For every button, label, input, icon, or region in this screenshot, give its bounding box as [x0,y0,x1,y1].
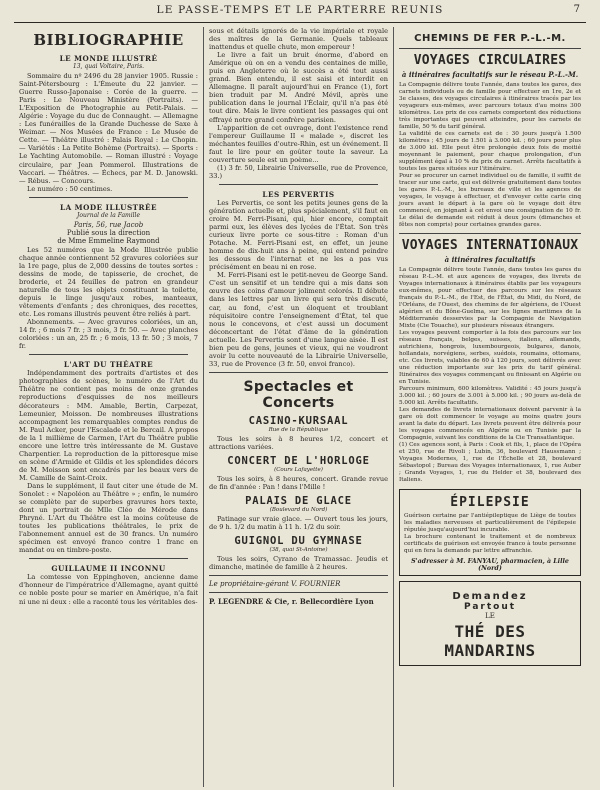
horloge-address: (Cours Lafayette) [274,466,323,473]
bibliographie-title: BIBLIOGRAPHIE [33,31,184,49]
divider [399,233,581,234]
guillaume-continued: sous et détails ignorés de la vie impériale et royale des maîtres de la Germanie. Quels tableaux inattendus et quelle chute, mon empereur ! [209,27,388,52]
pervertis-text-2: M. Ferri-Pisani est le petit-neveu de George Sand. C'est un sensitif et un tendre qui a mis dans son œuvre des coins d'amour joliment colorés. Il débute dans les lettres par un livre qui sera très discuté, car, au fond, c'est un éloquent et troublant réquisitoire contre l'enseignement d'État, tel que nous le concevons, et c'est aussi un document déconcertant de l'état d'âme de la génération actuelle. Les Pervertis sont d'une langue aisée. Il est bien peu de gens, jeunes et vieux, qui ne voudront avoir lu cette nouveauté de la Librairie Universelle, 33, rue de Provence (3 fr. 50, envoi franco). [209,271,388,368]
glace-address: (Boulevard du Nord) [269,507,328,514]
art-du-theatre-heading: L'ART DU THÉATRE [63,360,154,370]
epilepsie-contact: S'adresser à M. FANYAU, pharmacien, à Lille (Nord) [411,558,569,572]
glace-heading: PALAIS DE GLACE [245,495,352,508]
mode-illustree-direction: Publié sous la direction [66,228,151,237]
voyages-internationaux-text-4: Les demandes de livrets internationaux doivent parvenir à la gare où doit commencer le voyage au moins quatre jours avant la date du départ. Les livrets peuvent être délivrés pour les voyages commencés en Algérie ou en Tunisie par la Compagnie, suivant les conditions de la Cie Transatlantique. [399,407,581,441]
column-right [394,27,586,787]
kursaal-address: Rue de la République [268,426,329,433]
epilepsie-text: Guérison certaine par l'antiépileptique de Liège de toutes les maladies nerveuses et particulièrement de l'épilepsie réputée jusqu'aujourd'hui incurable. [404,513,576,533]
demandez-text: Demandez [452,591,528,602]
monde-illustre-address: 13, quai Voltaire, Paris. [72,63,145,70]
divider [209,575,388,576]
header-rule [14,22,586,23]
mode-illustree-subscriptions: Abonnements. — Avec gravures coloriées, un an, 14 fr. ; 6 mois 7 fr. ; 3 mois, 3 fr. 50. — Avec planches coloriées : un an, 25 fr. ; 6 mois, 13 fr. 50 ; 3 mois, 7 fr. [19,318,198,351]
page-number: 7 [573,4,580,15]
the-mandarins-title: THÉ DES MANDARINS [444,622,536,660]
epilepsie-text-2: La brochure contenant le traitement et de nombreux certificats de guérison est envoyée franco à toute personne qui en fera la demande par lettre affranchie. [404,534,576,554]
guignol-address: (38, quai St-Antoine) [269,547,328,554]
spectacles-title: Spectacles et Concerts [243,378,354,411]
mode-illustree-subtitle: Journal de la Famille [76,211,141,219]
divider [399,48,581,49]
voyages-internationaux-subtitle: à itinéraires facultatifs [444,255,536,264]
horloge-heading: CONCERT DE L'HORLOGE [227,454,370,467]
pervertis-text: Les Pervertis, ce sont les petits jeunes gens de la génération actuelle et, plus spécialement, s'il faut en croire M. Ferri-Pisani, qui, hier encore, comptait parmi eux, les élèves des lycées de l'État. Son très curieux livre porte ce sous-titre : Roman d'un Potache. M. Ferri-Pisani est, en effet, un jeune homme de dix-huit ans à peine, qui entend peindre les dessous de l'internat et ne les a pas vus précisément en beau ni en rose. [209,198,388,272]
columns [14,27,586,787]
guillaume-text: La comtesse von Eppinghoven, ancienne dame d'honneur de l'impératrice d'Allemagne, ayant quitté ce noble poste pour se marier en Amérique, n'a fait ni une ni deux : elle a raconté tous les véritables des- [19,573,198,606]
voyages-circulaires-text-2: La validité de ces carnets est de : 30 jours jusqu'à 1.500 kilomètres ; 45 jours de 1.501 à 3.000 kil. ; 60 jours pour plus de 3.000 kil. Elle peut être prolongée deux fois de moitié moyennant le paiement, pour chaque prolongation, d'un supplément égal à 10 % du prix du carnet. Arrêts facultatifs à toutes les gares situées sur l'itinéraire. [399,131,581,172]
kursaal-heading: CASINO-KURSAAL [248,414,349,427]
epilepsie-ad [399,489,581,576]
voyages-circulaires-title: VOYAGES CIRCULAIRES [413,53,567,68]
the-mandarins-ad [399,581,581,666]
art-du-theatre-text: Indépendamment des portraits d'artistes et des photographies de scènes, le numéro de l'Art du Théâtre ne contient pas moins de onze grandes reproductions d'esquisses de nos meilleurs décorateurs : MM. Amable, Bertin, Carpezat, Lemeunier, Moisson. De nombreuses illustrations accompagnent les remarquables comptes rendus de M. Paul Acker, pour l'Escalade et le Bercail. A propos de la 1 millième de Carmen, l'Art du Théâtre publie encore une lettre très intéressante de M. Gustave Charpentier. La reproduction de la pittoresque mise en scène d'Armide et Gildis et les splendides décors de M. Moisson sont encadrés par les beaux vers de M. Camille de Saint-Croix. [19,369,198,482]
guignol-heading: GUIGNOL DU GYMNASE [234,535,363,548]
voyages-circulaires-subtitle: à itinéraires facultatifs sur le réseau P.-L.-M. [401,70,579,79]
monde-illustre-price: Le numéro : 50 centimes. [27,184,113,193]
voyages-internationaux-text-2: Les voyages peuvent comporter à la fois des parcours sur les réseaux français, belges, suisses, italiens, allemands, autrichiens, hongrois, luxembourgeois, bulgares, danois, hollandais, norvégiens, serbes, suédois, roumains, ottomans, etc. Ces livrets, valables de 60 à 120 jours, sont délivrés avec une réduction importante sur les prix du tarif général. Itinéraires des voyages commençant ou finissant en Algérie ou en Tunisie. [399,330,581,385]
printer-line: P. LEGENDRE & Cie, r. Bellecordière Lyon [209,597,374,607]
divider [29,558,188,559]
mode-illustree-director: de Mme Emmeline Raymond [57,237,160,246]
voyages-internationaux-note: (1) Ces agences sont, à Paris : Cook et fils, 1, place de l'Opéra et 250, rue de Rivoli ; Lubin, 36, boulevard Haussmann ; Voyages Modernes, 1, rue de l'Échelle et 28, boulevard Sébastopol ; Bureau des Voyages internationaux, 1, rue Auber ; Grands Voyages, 1, rue du Helder et 38, boulevard des Italiens. [399,442,581,483]
running-head [14,4,586,20]
divider [209,592,388,593]
monde-illustre-text: Sommaire du nº 2496 du 28 janvier 1905. Russie : Saint-Pétersbourg : L'Émeute du 22 janvier. — Guerre Russo-Japonaise : Corée de la guerre. — Paris : Le Nouveau Ministère (Portraits). — L'Exposition de Photographie au Petit-Palais. — Algérie : Voyage du duc de Connaught. — Allemagne : Les funérailles de la Grande Duchesse de Saxe à Weimar. — Nos Musées de France : Le Musée de Cette. — Théâtre illustré : Palais Royal : Le Chopin. — Variétés : La Petite Bohème (Portraits). — Sports : Le Yachting Automobile. — Roman illustré : Voyage circulaire, par Jean Pommerol. Illustrations de Vaccari. — Théâtres. — Échecs, par M. D. Janowski. — Rébus. — Concours. [19,72,198,185]
guillaume-continued-2: Le livre a fait un bruit énorme, d'abord en Amérique où on en a vendu des centaines de mille, puis en Angleterre où le succès a été tout aussi grand. Bien entendu, il est saisi et interdit en Allemagne. Il paraît aujourd'hui en France (1), fort bien traduit par M. André Mévil, après une publication dans le journal l'Éclair, qu'il n'a pas été tout dire. Mais le livre contient les passages qui ont effrayé notre grand confrère parisien. [209,51,388,124]
guillaume-continued-3: L'apparition de cet ouvrage, dont l'existence rend l'empereur Guillaume II « malade », discret les méchantes feuilles d'outre-Rhin, est un événement. Il faut le lire pour en goûter toute la saveur. La couverture seule est un poème... [209,123,388,164]
kursaal-text: Tous les soirs à 8 heures 1/2, concert et attractions variées. [209,434,388,451]
voyages-circulaires-text: La Compagnie délivre toute l'année, dans toutes les gares, des carnets individuels ou de famille pour effectuer en 1re, 2e et 3e classes, des voyages circulaires à itinéraires tracés par les voyageurs eux-mêmes, avec parcours totaux d'au moins 300 kilomètres. Les prix de ces carnets comportent des réductions très importantes qui peuvent atteindre, pour les carnets de famille, 50 % du tarif général. [399,82,581,130]
pervertis-heading: LES PERVERTIS [262,189,335,199]
column-left [14,27,204,787]
voyages-circulaires-text-3: Pour se procurer un carnet individuel ou de famille, il suffit de tracer sur une carte, qui est délivrée gratuitement dans toutes les gares P.-L.-M., les bureaux de ville et les agences de voyages, le voyage à effectuer, et d'envoyer cette carte cinq jours avant le départ à la gare où le voyage doit être commencé, en joignant à cet envoi une consignation de 10 fr. Le délai de demande est réduit à deux jours (dimanches et fêtes non compris) pour certaines grandes gares. [399,173,581,228]
voyages-internationaux-title: VOYAGES INTERNATIONAUX [401,238,579,253]
voyages-internationaux-text: La Compagnie délivre toute l'année, dans toutes les gares du réseau P.-L.-M. et aux agences de voyages, des livrets de Voyages internationaux à itinéraires établis par les voyageurs eux-mêmes, pour effectuer des parcours sur les réseaux français du P.-L.-M., de l'Est, de l'État, du Midi, du Nord, de l'Orléans, de l'Ouest, des chemins de fer algériens, de l'Ouest algérien et du Bône-Guelma, sur les lignes maritimes de la Méditerranée desservies par la Compagnie de Navigation Mixte (Cie Touache), sur plusieurs réseaux étrangers. [399,267,581,329]
running-title: LE PASSE-TEMPS ET LE PARTERRE REUNIS [156,4,444,16]
column-middle [204,27,394,787]
le-text: LE [485,612,495,620]
mode-illustree-address: Paris, 56, rue Jacob [73,220,144,229]
glace-text: Patinage sur vraie glace. — Ouvert tous les jours, de 9 h. 1/2 du matin à 11 h. 1/2 du soir. [209,515,388,532]
mode-illustree-heading: LA MODE ILLUSTRÉE [60,202,157,212]
monde-illustre-heading: LE MONDE ILLUSTRÉ [59,54,158,63]
divider [219,184,378,185]
mode-illustree-text: Les 52 numéros que la Mode Illustrée publie chaque année contiennent 52 gravures coloriées sur la 1re page, plus de 2,000 dessins de toutes sortes : dessins de mode, de tapisserie, de crochet, de broderie, et 24 feuilles de patron en grandeur naturelle de tous les objets constituant la toilette, depuis le linge jusqu'aux robes, manteaux, vêtements d'enfants ; des chroniques, des recettes, etc. Les romans illustrés peuvent être reliés à part. [19,245,198,319]
epilepsie-title: ÉPILEPSIE [450,495,530,510]
guignol-text: Tous les soirs, Cyrano de Tramassac. Jeudis et dimanche, matinée de famille à 2 heures. [209,555,388,572]
divider [29,354,188,355]
voyages-internationaux-text-3: Parcours minimum, 600 kilomètres. Validité : 45 jours jusqu'à 3.000 kil. ; 60 jours de 3.001 à 5.000 kil. ; 90 jours au-delà de 5.000 kil. Arrêts facultatifs. [399,386,581,406]
divider [209,372,388,373]
divider [29,197,188,198]
partout-text: Partout [463,602,517,612]
gerant-line: Le propriétaire-gérant V. FOURNIER [209,580,341,589]
guillaume-footnote: (1) 3 fr. 50, Librairie Universelle, rue de Provence, 33.) [209,163,388,180]
art-du-theatre-text-2: Dans le supplément, il faut citer une étude de M. Sonolet : « Napoléon au Théâtre » ; enfin, le numéro se complète par de superbes gravures hors texte, dont un portrait de Mlle Cléo de Mérode dans Phryné. L'Art du Théâtre est la moins coûteuse de toutes les publications théâtrales, le prix de l'abonnement annuel est de 30 francs. Un numéro spécimen est envoyé franco contre 1 franc en mandat ou en timbre-poste. [19,481,198,555]
guillaume-heading: GUILLAUME II INCONNU [51,564,166,574]
railway-heading: CHEMINS DE FER P.-L.-M. [414,33,566,44]
horloge-text: Tous les soirs, à 8 heures, concert. Grande revue de fin d'année : Pan ! dans l'Mille ! [209,474,388,492]
